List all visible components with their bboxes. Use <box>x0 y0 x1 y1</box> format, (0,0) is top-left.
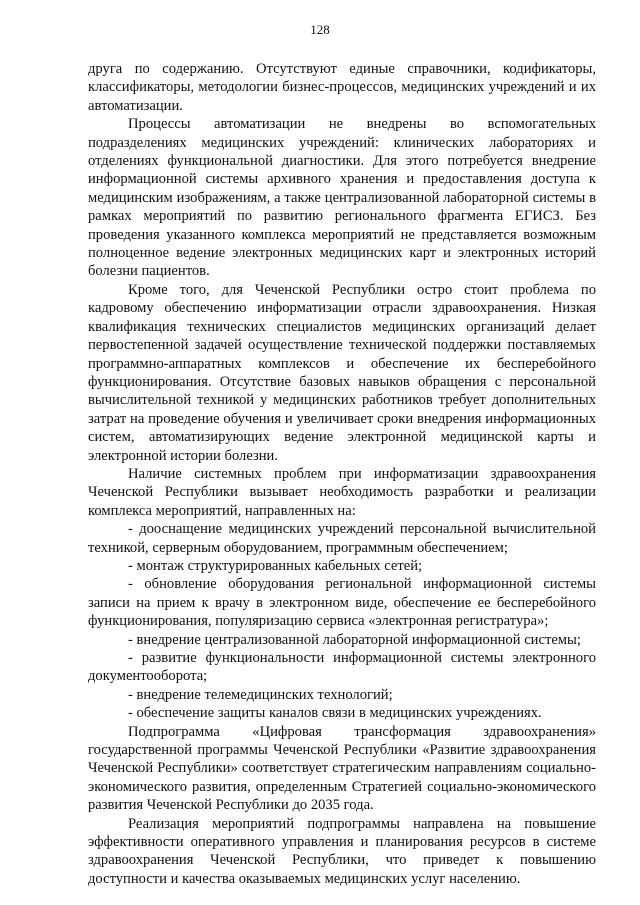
paragraph-staffing-problem: Кроме того, для Чеченской Республики остро стоит проблема по кадровому обеспечению информатизации отрасли здравоохранения. Низкая квалификация технических специалистов медицинских организаций делает первостепенной задачей осуществление технической поддержки поставляемых программно-аппаратных комплексов и обеспечение их бесперебойного функционирования. Отсутствие базовых навыков обращения с персональной вычислительной техникой у медицинских работников требует дополнительных затрат на проведение обучения и увеличивает сроки внедрения информационных систем, автоматизирующих ведение электронной медицинской карты и электронной истории болезни. <box>88 281 596 464</box>
list-item-telemedicine: - внедрение телемедицинских технологий; <box>128 686 393 703</box>
list-item-cabling: - монтаж структурированных кабельных сетей; <box>128 557 423 574</box>
page-number: 128 <box>310 22 330 37</box>
list-item-equipment: - дооснащение медицинских учреждений персональной вычислительной техникой, серверным оборудованием, программным обеспечением; <box>88 521 596 556</box>
paragraph-continuation: друга по содержанию. Отсутствуют единые справочники, кодификаторы, классификаторы, методологии бизнес-процессов, медицинских учреждений и их автоматизации. <box>88 61 596 114</box>
paragraph-subprogram: Подпрограмма «Цифровая трансформация здравоохранения» государственной программы Чеченской Республики «Развитие здравоохранения Чеченской Республики» соответствует стратегическим направлениям социально-экономического развития, определенным Стратегией социально-экономического развития Чеченской Республики до 2035 года. <box>88 723 596 814</box>
list-item-channel-protection: - обеспечение защиты каналов связи в медицинских учреждениях. <box>128 705 542 722</box>
list-item-registry: - обновление оборудования региональной информационной системы записи на прием к врачу в электронном виде, обеспечение ее бесперебойного функционирования, популяризацию сервиса «электронная регистратура»; <box>88 576 596 630</box>
paragraph-automation-processes: Процессы автоматизации не внедрены во вспомогательных подразделениях медицинских учреждений: клинических лабораториях и отделениях функциональной диагностики. Для этого потребуется внедрение информационной системы архивного хранения и предоставления доступа к медицинским изображениям, а также централизованной лабораторной системы в рамках мероприятий по развитию регионального фрагмента ЕГИСЗ. Без проведения указанного комплекса мероприятий не представляется возможным полноценное ведение электронных медицинских карт и электронных историй болезни пациентов. <box>88 116 596 280</box>
list-item-document-flow: - развитие функциональности информационной системы электронного документооборота; <box>88 650 596 685</box>
document-body <box>88 60 596 888</box>
paragraph-implementation: Реализация мероприятий подпрограммы направлена на повышение эффективности оперативного управления и планирования ресурсов в системе здравоохранения Чеченской Республики, что приведет к повышению доступности и качества оказываемых медицинских услуг населению. <box>88 815 596 887</box>
paragraph-measures-intro: Наличие системных проблем при информатизации здравоохранения Чеченской Республики вызывает необходимость разработки и реализации комплекса мероприятий, направленных на: <box>88 465 596 519</box>
list-item-laboratory-system: - внедрение централизованной лабораторной информационной системы; <box>128 631 581 648</box>
